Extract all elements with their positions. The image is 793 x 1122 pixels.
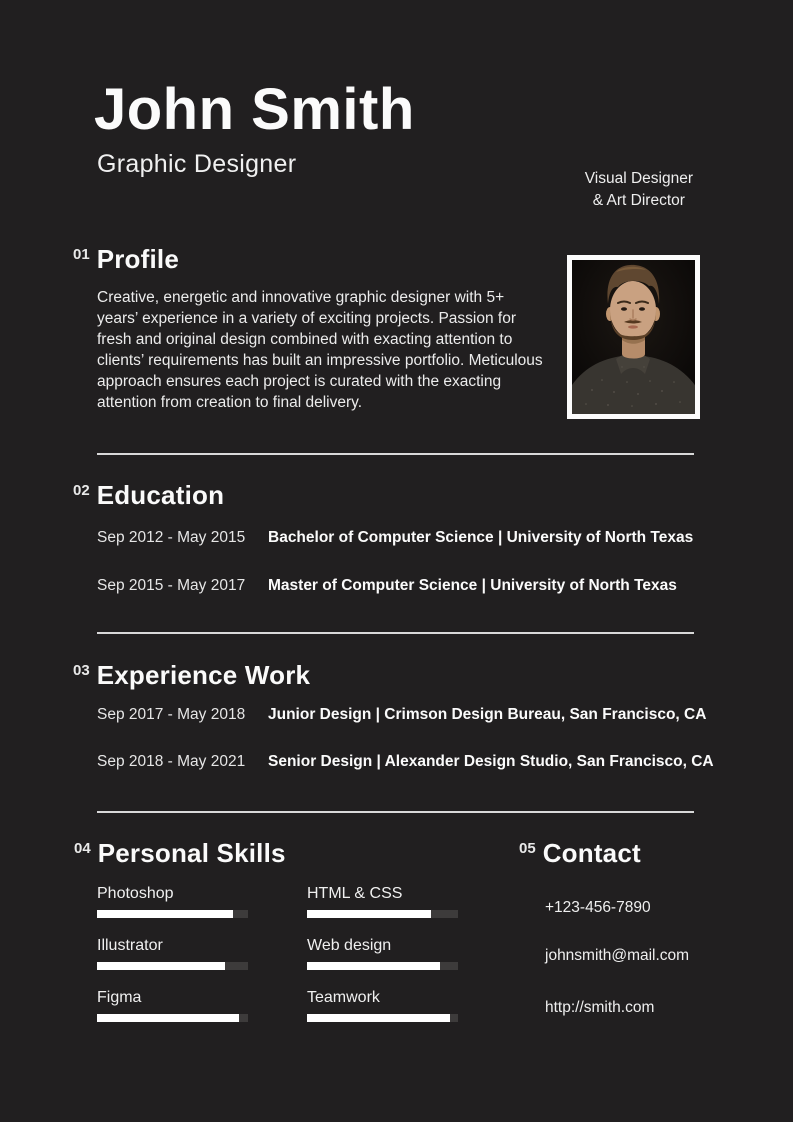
experience-section-heading	[73, 662, 310, 688]
profile-summary-text: Creative, energetic and innovative graphic designer with 5+ years’ experience in a variety of exciting projects. Passion for fresh and original design combined with exacting attention to clients’ requirements has built an impressive portfolio. Meticulous approach ensures each project is curated with the exacting attention from creation to final delivery.	[97, 289, 543, 411]
section-divider	[97, 453, 694, 455]
education-row	[97, 529, 717, 547]
skill-item	[307, 884, 458, 918]
person-role: Graphic Designer	[97, 150, 297, 178]
skill-bar-track	[97, 962, 248, 970]
skill-bar-track	[307, 962, 458, 970]
section-divider	[97, 632, 694, 634]
skill-label: Photoshop	[97, 885, 174, 902]
skill-item	[97, 988, 248, 1022]
skill-label: HTML & CSS	[307, 885, 403, 902]
profile-section-title: Profile	[96, 244, 179, 274]
skill-bar-track	[97, 1014, 248, 1022]
experience-dates: Sep 2018 - May 2021	[97, 753, 246, 770]
education-section-heading	[73, 482, 224, 508]
skill-bar-track	[97, 910, 248, 918]
education-dates: Sep 2015 - May 2017	[97, 577, 246, 594]
profile-section-heading	[73, 246, 179, 272]
skills-section-number: 04	[74, 840, 91, 857]
contact-section-title: Contact	[542, 838, 641, 868]
profile-section-number: 01	[73, 246, 90, 263]
portrait-photo	[567, 255, 700, 419]
contact-website: http://smith.com	[545, 999, 655, 1016]
skill-item	[307, 936, 458, 970]
skill-bar-fill	[307, 910, 431, 918]
skill-bar-fill	[97, 962, 225, 970]
skill-bar-fill	[307, 1014, 450, 1022]
experience-section-number: 03	[73, 662, 90, 679]
contact-phone: +123-456-7890	[545, 899, 651, 916]
contact-section-heading	[519, 840, 641, 866]
education-section-number: 02	[73, 482, 90, 499]
person-name: John Smith	[94, 77, 415, 142]
skills-section-title: Personal Skills	[97, 838, 286, 868]
education-dates: Sep 2012 - May 2015	[97, 529, 246, 546]
skill-label: Web design	[307, 937, 392, 954]
experience-description: Senior Design | Alexander Design Studio, San Francisco, CA	[268, 753, 714, 770]
skill-label: Teamwork	[307, 989, 380, 1006]
skill-label: Figma	[97, 989, 142, 1006]
contact-email: johnsmith@mail.com	[545, 947, 690, 964]
skill-bar-fill	[97, 910, 233, 918]
tagline-line-1: Visual Designer	[584, 170, 693, 187]
experience-dates: Sep 2017 - May 2018	[97, 706, 246, 723]
portrait-illustration	[572, 260, 695, 414]
tagline-line-2: & Art Director	[592, 191, 685, 209]
person-tagline	[585, 168, 693, 211]
contact-section-number: 05	[519, 840, 536, 857]
education-description: Bachelor of Computer Science | University of North Texas	[268, 529, 694, 546]
experience-section-title: Experience Work	[96, 660, 311, 690]
skills-section-heading	[74, 840, 286, 866]
education-description: Master of Computer Science | University of North Texas	[268, 577, 677, 594]
section-divider	[97, 811, 694, 813]
skill-bar-fill	[97, 1014, 239, 1022]
skill-bar-track	[307, 910, 458, 918]
experience-description: Junior Design | Crimson Design Bureau, San Francisco, CA	[268, 706, 707, 723]
skill-bar-fill	[307, 962, 440, 970]
skill-item	[97, 884, 248, 918]
skill-bar-track	[307, 1014, 458, 1022]
skill-item	[307, 988, 458, 1022]
skill-label: Illustrator	[97, 937, 163, 954]
skill-item	[97, 936, 248, 970]
education-section-title: Education	[96, 480, 225, 510]
education-row	[97, 577, 717, 595]
experience-row	[97, 753, 717, 771]
experience-row	[97, 706, 717, 724]
